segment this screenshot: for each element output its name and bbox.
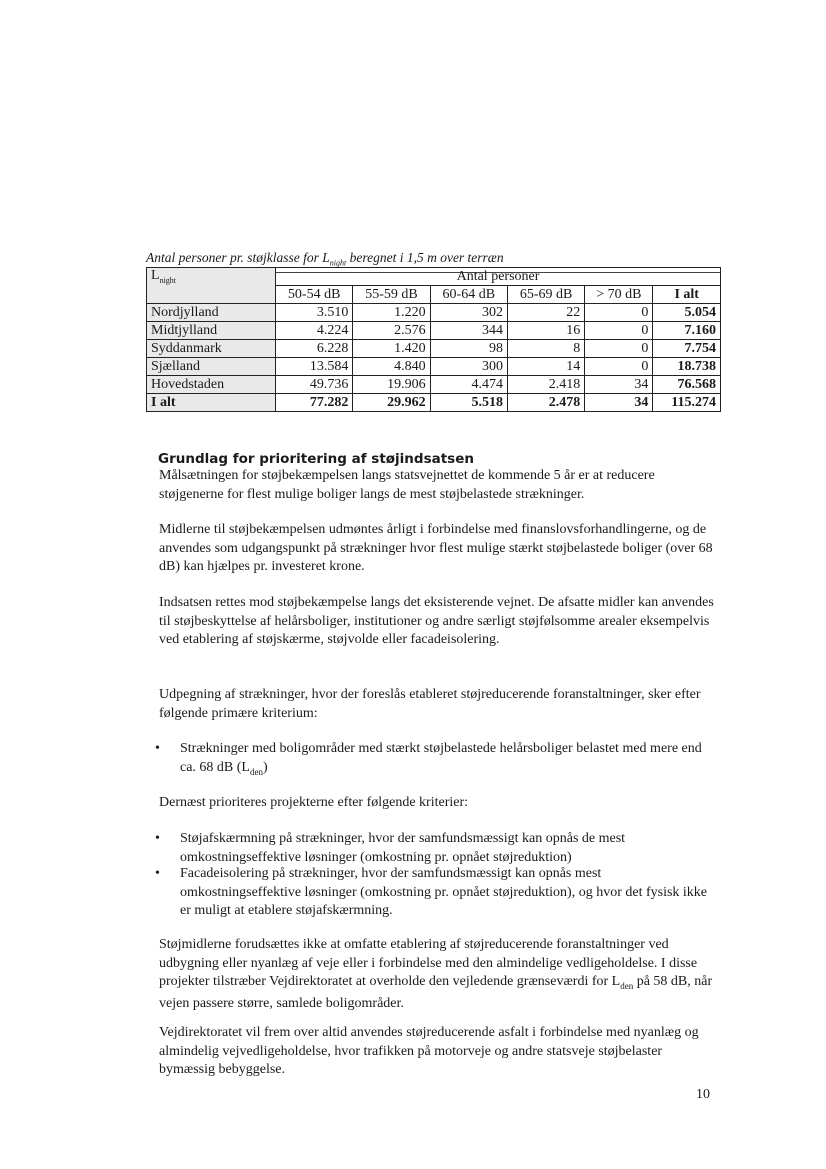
total-cell: 34: [585, 394, 653, 412]
paragraph-secondary-intro: Dernæst prioriteres projekterne efter følgende kriterier:: [159, 795, 469, 810]
table-cell: 2.576: [353, 322, 430, 340]
page-number: 10: [696, 1087, 710, 1102]
table-cell: 302: [430, 304, 507, 322]
table-cell: 1.220: [353, 304, 430, 322]
table-cell: 6.228: [276, 340, 353, 358]
table-row: [147, 304, 721, 322]
row-total-cell: 76.568: [653, 376, 721, 394]
region-cell: Midtjylland: [147, 322, 276, 340]
table-cell: 1.420: [353, 340, 430, 358]
table-cell: 4.474: [430, 376, 507, 394]
total-label-cell: I alt: [147, 394, 276, 412]
table-cell: 2.418: [507, 376, 584, 394]
table-cell: 0: [585, 322, 653, 340]
paragraph-scope: Støjmidlerne forudsættes ikke at omfatte etablering af støjreducerende foranstaltninger ved udbygning eller nyanlæg af veje eller i forbindelse med den almindelige vedligeholdelse. I disse projekter tilstræber Vejdirektoratet at overholde den vejledende grænseværdi for $L_{den}$ på 58 dB, når vejen passere større, samlede boligområder.: [159, 937, 713, 1012]
bullet-primary-criterion: Strækninger med boligområder med stærkt støjbelastede helårsboliger belastet med mere end ca. 68 dB $(L_{den})$: [180, 741, 702, 777]
table-cell: 300: [430, 358, 507, 376]
row-total-cell: 18.738: [653, 358, 721, 376]
paragraph-effort: Indsatsen rettes mod støjbekæmpelse langs det eksisterende vejnet. De afsatte midler kan anvendes til støjbeskyttelse af helårsboliger, institutioner og andre særligt støjfølsomme arealer eksempelvis ved etablering af støjskærme, støjvolde eller facadeisolering.: [159, 595, 714, 647]
bullet-facade-insulation: Facadeisolering på strækninger, hvor der samfundsmæssigt kan opnås mest omkostningseffektive løsninger (omkostning pr. opnået støjreduktion), og hvor det fysisk ikke er muligt at etablere støjafskærmning.: [180, 866, 708, 918]
table-cell: 98: [430, 340, 507, 358]
table-cell: 3.510: [276, 304, 353, 322]
table-cell: 49.736: [276, 376, 353, 394]
grand-total-cell: 115.274: [653, 394, 721, 412]
paragraph-asphalt: Vejdirektoratet vil frem over altid anvendes støjreducerende asfalt i forbindelse med nyanlæg og almindelig vejvedligeholdelse, hvor trafikken på motorveje og andre statsveje støjbelaster bymæssig bebyggelse.: [159, 1025, 699, 1077]
column-header: 60-64 dB: [430, 286, 507, 304]
table-cell: 4.840: [353, 358, 430, 376]
total-cell: 77.282: [276, 394, 353, 412]
bullet-marker: •: [155, 866, 160, 881]
noise-table: [146, 267, 721, 412]
row-total-cell: 5.054: [653, 304, 721, 322]
table-cell: 4.224: [276, 322, 353, 340]
table-row: [147, 358, 721, 376]
section-heading: Grundlag for prioritering af støjindsatsen: [158, 451, 474, 467]
bullet-marker: •: [155, 831, 160, 846]
column-header: > 70 dB: [585, 286, 653, 304]
paragraph-criterion-intro: Udpegning af strækninger, hvor der foreslås etableret støjreducerende foranstaltninger, sker efter følgende primære kriterium:: [159, 687, 701, 721]
group-header: Antal personer: [276, 268, 721, 286]
bullet-noise-barrier: Støjafskærmning på strækninger, hvor der samfundsmæssigt kan opnås de mest omkostningseffektive løsninger (omkostning pr. opnået støjreduktion): [180, 831, 626, 865]
region-cell: Syddanmark: [147, 340, 276, 358]
column-header: 55-59 dB: [353, 286, 430, 304]
region-cell: Hovedstaden: [147, 376, 276, 394]
table-cell: 19.906: [353, 376, 430, 394]
total-cell: 2.478: [507, 394, 584, 412]
lnight-header: $L_{night}$: [147, 268, 276, 304]
table-cell: 0: [585, 304, 653, 322]
total-cell: 29.962: [353, 394, 430, 412]
table-cell: 34: [585, 376, 653, 394]
table-total-row: [147, 394, 721, 412]
region-cell: Nordjylland: [147, 304, 276, 322]
table-cell: 13.584: [276, 358, 353, 376]
region-cell: Sjælland: [147, 358, 276, 376]
table-cell: 16: [507, 322, 584, 340]
row-total-cell: 7.160: [653, 322, 721, 340]
table-row: [147, 376, 721, 394]
paragraph-funding: Midlerne til støjbekæmpelsen udmøntes årligt i forbindelse med finanslovsforhandlingerne, og de anvendes som udgangspunkt på strækninger hvor flest mulige stærkt støjbelastede boliger (over 68 dB) kan hjælpes pr. investeret krone.: [159, 522, 713, 574]
total-cell: 5.518: [430, 394, 507, 412]
row-total-cell: 7.754: [653, 340, 721, 358]
column-header-total: I alt: [653, 286, 721, 304]
table-row: [147, 322, 721, 340]
column-header: 65-69 dB: [507, 286, 584, 304]
column-header: 50-54 dB: [276, 286, 353, 304]
table-cell: 14: [507, 358, 584, 376]
table-cell: 344: [430, 322, 507, 340]
table-cell: 0: [585, 358, 653, 376]
table-caption: Antal personer pr. støjklasse for $L_{night}$ beregnet i 1,5 m over terræn: [146, 250, 721, 273]
table-cell: 22: [507, 304, 584, 322]
table-header-row-1: [147, 268, 721, 286]
paragraph-goal: Målsætningen for støjbekæmpelsen langs statsvejnettet de kommende 5 år er at reducere støjgenerne for flest mulige boliger langs de mest støjbelastede strækninger.: [159, 468, 655, 502]
table-row: [147, 340, 721, 358]
table-cell: 8: [507, 340, 584, 358]
table-cell: 0: [585, 340, 653, 358]
bullet-marker: •: [155, 741, 160, 756]
